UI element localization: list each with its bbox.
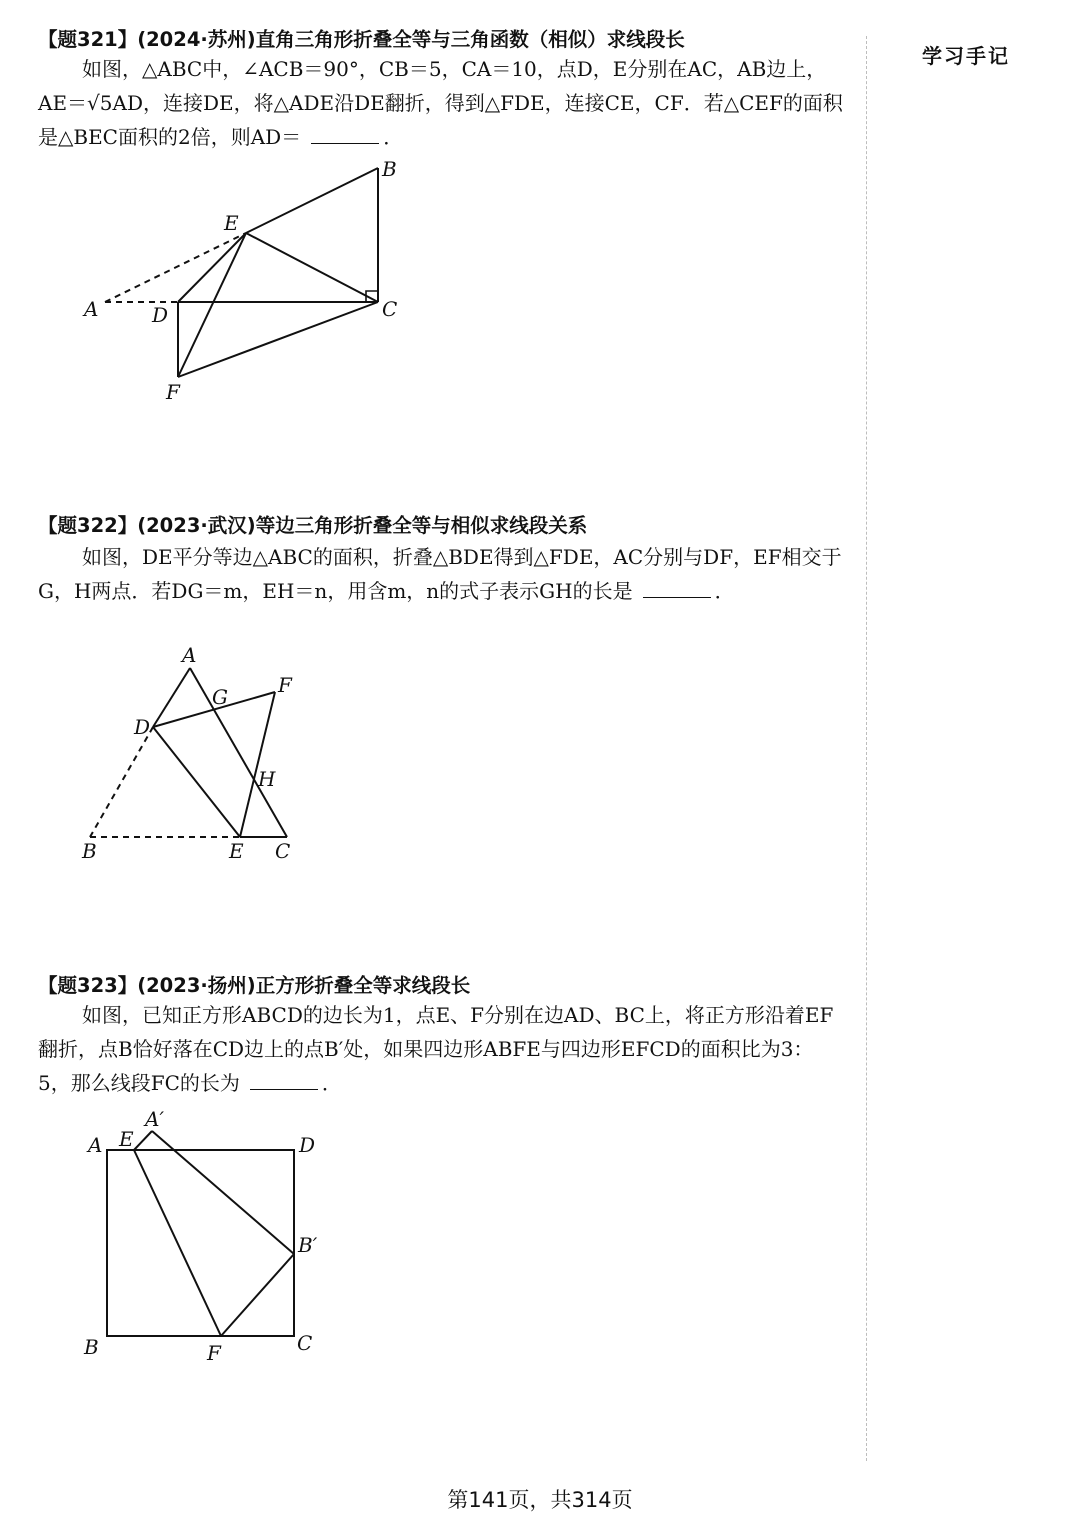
label-b-prime: B′ <box>298 1233 318 1257</box>
label-b: B <box>382 157 397 181</box>
label-e: E <box>229 839 244 863</box>
label-d: D <box>152 303 169 327</box>
problem-321-statement: 如图，△ABC中，∠ACB＝90°，CB＝5，CA＝10，点D，E分别在AC，AB边上，AE＝√5AD，连接DE，将△ADE沿DE翻折，得到△FDE，连接CE，CF．若△CEF的面积是△BEC面积的2倍，则AD＝ <box>38 57 843 149</box>
label-g: G <box>212 685 228 709</box>
problem-321-text <box>38 52 846 154</box>
label-d: D <box>134 715 151 739</box>
problem-322-text <box>38 540 846 608</box>
label-a-prime: A′ <box>145 1107 164 1131</box>
label-d: D <box>299 1133 316 1157</box>
problem-323-statement: 如图，已知正方形ABCD的边长为1，点E、F分别在边AD、BC上，将正方形沿着EF翻折，点B恰好落在CD边上的点B′处，如果四边形ABFE与四边形EFCD的面积比为3：5，那么线段FC的长为 <box>38 1003 834 1095</box>
label-f: F <box>278 673 292 697</box>
answer-blank <box>250 1088 318 1090</box>
label-b: B <box>84 1335 99 1359</box>
label-a: A <box>84 297 99 321</box>
sidebar-divider <box>866 36 867 1461</box>
sidebar-title: 学习手记 <box>922 44 1010 68</box>
problem-321-tail: ． <box>383 125 404 149</box>
figure-323 <box>0 1100 360 1370</box>
label-b: B <box>82 839 97 863</box>
page-number: 第141页，共314页 <box>447 1488 633 1512</box>
figure-322 <box>0 640 340 870</box>
answer-blank <box>643 596 711 598</box>
problem-321-heading: 【题321】(2024·苏州)直角三角形折叠全等与三角函数（相似）求线段长 <box>38 28 685 51</box>
label-e: E <box>119 1127 134 1151</box>
label-f: F <box>166 380 180 404</box>
problem-322-statement: 如图，DE平分等边△ABC的面积，折叠△BDE得到△FDE，AC分别与DF，EF相交于G，H两点．若DG＝m，EH＝n，用含m，n的式子表示GH的长是 <box>38 545 842 603</box>
figure-321 <box>0 150 460 410</box>
label-a: A <box>88 1133 103 1157</box>
label-c: C <box>297 1331 313 1355</box>
label-c: C <box>275 839 291 863</box>
label-e: E <box>224 211 239 235</box>
problem-322-heading: 【题322】(2023·武汉)等边三角形折叠全等与相似求线段关系 <box>38 514 588 537</box>
label-h: H <box>258 767 276 791</box>
problem-323-heading: 【题323】(2023·扬州)正方形折叠全等求线段长 <box>38 974 471 997</box>
problem-323-tail: ． <box>321 1071 342 1095</box>
label-a: A <box>182 643 197 667</box>
label-f: F <box>207 1341 221 1365</box>
problem-323-text <box>38 998 846 1100</box>
answer-blank <box>311 142 379 144</box>
label-c: C <box>382 297 398 321</box>
problem-322-tail: ． <box>714 579 735 603</box>
